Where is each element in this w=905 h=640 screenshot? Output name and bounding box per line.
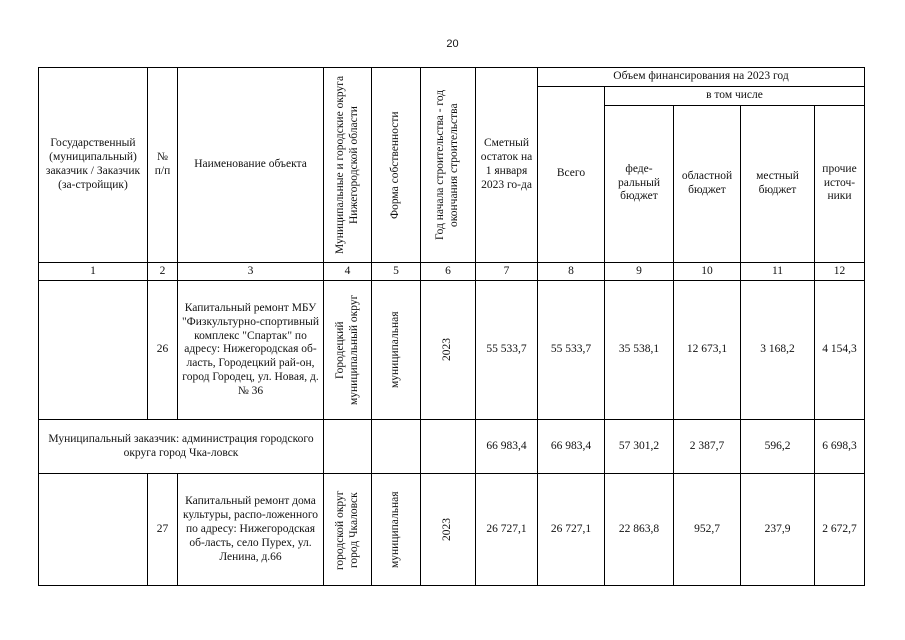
column-number: 11 — [741, 262, 815, 281]
row-no: 26 — [148, 281, 178, 420]
header-district-cell — [324, 68, 372, 263]
row-no: 27 — [148, 474, 178, 586]
row-district-cell — [324, 281, 372, 420]
row-balance: 66 983,4 — [476, 420, 538, 474]
header-total: Всего — [538, 86, 605, 262]
row-district: городской округ город Чкаловск — [333, 490, 360, 570]
table-row — [39, 474, 865, 586]
column-number: 2 — [148, 262, 178, 281]
row-federal: 22 863,8 — [605, 474, 674, 586]
column-number: 12 — [815, 262, 865, 281]
column-number: 4 — [324, 262, 372, 281]
row-ownership: муниципальная — [389, 491, 402, 569]
column-number: 3 — [178, 262, 324, 281]
column-number: 10 — [674, 262, 741, 281]
row-district: Городецкий муниципальный округ — [333, 295, 360, 406]
row-balance: 55 533,7 — [476, 281, 538, 420]
row-year-cell — [421, 281, 476, 420]
row-year: 2023 — [441, 518, 454, 542]
row-ownership — [372, 420, 421, 474]
row-ownership-cell — [372, 281, 421, 420]
row-ownership-cell — [372, 474, 421, 586]
row-total: 55 533,7 — [538, 281, 605, 420]
header-including: в том числе — [605, 86, 865, 105]
header-customer: Государственный (муниципальный) заказчик / Заказчик (за-стройщик) — [39, 68, 148, 263]
header-object: Наименование объекта — [178, 68, 324, 263]
row-other: 2 672,7 — [815, 474, 865, 586]
row-other: 6 698,3 — [815, 420, 865, 474]
column-number: 9 — [605, 262, 674, 281]
row-customer — [39, 474, 148, 586]
row-year — [421, 420, 476, 474]
row-regional: 952,7 — [674, 474, 741, 586]
header-federal: феде-ральный бюджет — [605, 105, 674, 262]
row-customer — [39, 281, 148, 420]
header-other: прочие источ-ники — [815, 105, 865, 262]
header-district: Муниципальные и городские округа Нижегородской области — [333, 75, 360, 254]
row-total: 26 727,1 — [538, 474, 605, 586]
row-year: 2023 — [441, 338, 454, 362]
table-row-customer-subtotal — [39, 420, 865, 474]
column-number: 7 — [476, 262, 538, 281]
column-number: 6 — [421, 262, 476, 281]
row-district — [324, 420, 372, 474]
row-local: 3 168,2 — [741, 281, 815, 420]
row-federal: 57 301,2 — [605, 420, 674, 474]
row-other: 4 154,3 — [815, 281, 865, 420]
row-local: 237,9 — [741, 474, 815, 586]
table-row — [39, 281, 865, 420]
header-balance: Сметный остаток на 1 января 2023 го-да — [476, 68, 538, 263]
column-number: 8 — [538, 262, 605, 281]
row-regional: 2 387,7 — [674, 420, 741, 474]
row-customer: Муниципальный заказчик: администрация городского округа город Чка-ловск — [39, 420, 324, 474]
column-number: 5 — [372, 262, 421, 281]
header-row-1 — [39, 68, 865, 87]
header-ownership: Форма собственности — [389, 111, 402, 219]
row-regional: 12 673,1 — [674, 281, 741, 420]
financing-table — [38, 67, 865, 586]
row-balance: 26 727,1 — [476, 474, 538, 586]
row-object: Капитальный ремонт дома культуры, распо-ложенного по адресу: Нижегородская об-ласть, село Пурех, ул. Ленина, д.66 — [178, 474, 324, 586]
row-local: 596,2 — [741, 420, 815, 474]
header-years: Год начала строительства - год окончания строительства — [434, 89, 460, 240]
header-ownership-cell — [372, 68, 421, 263]
page-number: 20 — [446, 38, 459, 50]
row-federal: 35 538,1 — [605, 281, 674, 420]
column-number: 1 — [39, 262, 148, 281]
column-number-row — [39, 262, 865, 281]
header-no: № п/п — [148, 68, 178, 263]
row-total: 66 983,4 — [538, 420, 605, 474]
row-object: Капитальный ремонт МБУ "Физкультурно-спортивный комплекс "Спартак" по адресу: Нижегородская об-ласть, Городецкий рай-он, город Городец, ул. Новая, д. № 36 — [178, 281, 324, 420]
header-financing: Объем финансирования на 2023 год — [538, 68, 865, 87]
row-district-cell — [324, 474, 372, 586]
header-years-cell — [421, 68, 476, 263]
row-ownership: муниципальная — [389, 312, 402, 389]
header-regional: областной бюджет — [674, 105, 741, 262]
header-local: местный бюджет — [741, 105, 815, 262]
row-year-cell — [421, 474, 476, 586]
